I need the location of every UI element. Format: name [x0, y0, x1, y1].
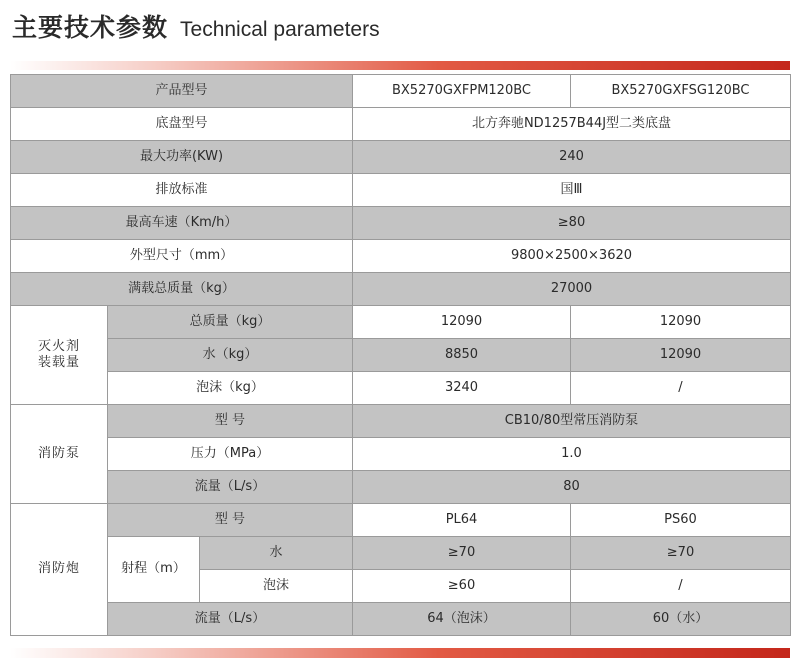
- table-row: [11, 75, 791, 108]
- agent-foam-label: 泡沫（kg）: [108, 372, 353, 405]
- cannon-range-foam-label: 泡沫: [200, 570, 353, 603]
- model-label: 产品型号: [11, 75, 353, 108]
- pump-flow-label: 流量（L/s）: [108, 471, 353, 504]
- table-row: [11, 504, 791, 537]
- emission-label: 排放标准: [11, 174, 353, 207]
- pump-model-label: 型 号: [108, 405, 353, 438]
- cannon-range-water-value-1: ≥70: [353, 537, 571, 570]
- table-row: [11, 240, 791, 273]
- table-row: [11, 108, 791, 141]
- agent-water-value-1: 8850: [353, 339, 571, 372]
- table-row: [11, 339, 791, 372]
- speed-value: ≥80: [353, 207, 791, 240]
- cannon-range-foam-value-2: /: [571, 570, 791, 603]
- agent-total-value-1: 12090: [353, 306, 571, 339]
- table-row: [11, 471, 791, 504]
- table-row: [11, 438, 791, 471]
- page-title: [12, 8, 380, 44]
- pump-flow-value: 80: [353, 471, 791, 504]
- total-mass-value: 27000: [353, 273, 791, 306]
- table-row: [11, 306, 791, 339]
- table-row: [11, 174, 791, 207]
- chassis-label: 底盘型号: [11, 108, 353, 141]
- agent-foam-value-1: 3240: [353, 372, 571, 405]
- power-value: 240: [353, 141, 791, 174]
- pump-pressure-value: 1.0: [353, 438, 791, 471]
- agent-total-value-2: 12090: [571, 306, 791, 339]
- model-value-2: BX5270GXFSG120BC: [571, 75, 791, 108]
- cannon-flow-value-2: 60（水）: [571, 603, 791, 636]
- top-accent-bar: [10, 61, 790, 70]
- table-row: [11, 537, 791, 570]
- pump-model-value: CB10/80型常压消防泵: [353, 405, 791, 438]
- cannon-model-label: 型 号: [108, 504, 353, 537]
- parameters-table: [10, 74, 791, 636]
- table-row: [11, 405, 791, 438]
- cannon-group-label: 消防炮: [11, 504, 108, 636]
- cannon-range-water-label: 水: [200, 537, 353, 570]
- emission-value: 国Ⅲ: [353, 174, 791, 207]
- table-row: [11, 603, 791, 636]
- title-chinese: 主要技术参数: [12, 13, 169, 42]
- speed-label: 最高车速（Km/h）: [11, 207, 353, 240]
- agent-water-value-2: 12090: [571, 339, 791, 372]
- table-row: [11, 372, 791, 405]
- table-row: [11, 273, 791, 306]
- agent-total-label: 总质量（kg）: [108, 306, 353, 339]
- agent-water-label: 水（kg）: [108, 339, 353, 372]
- total-mass-label: 满载总质量（kg）: [11, 273, 353, 306]
- cannon-flow-value-1: 64（泡沫）: [353, 603, 571, 636]
- cannon-range-foam-value-1: ≥60: [353, 570, 571, 603]
- dimensions-label: 外型尺寸（mm）: [11, 240, 353, 273]
- power-label: 最大功率(KW): [11, 141, 353, 174]
- cannon-model-value-2: PS60: [571, 504, 791, 537]
- cannon-flow-label: 流量（L/s）: [108, 603, 353, 636]
- dimensions-value: 9800×2500×3620: [353, 240, 791, 273]
- chassis-value: 北方奔驰ND1257B44J型二类底盘: [353, 108, 791, 141]
- cannon-range-water-value-2: ≥70: [571, 537, 791, 570]
- bottom-accent-bar: [10, 648, 790, 658]
- title-english: Technical parameters: [180, 18, 380, 41]
- model-value-1: BX5270GXFPM120BC: [353, 75, 571, 108]
- pump-pressure-label: 压力（MPa）: [108, 438, 353, 471]
- pump-group-label: 消防泵: [11, 405, 108, 504]
- cannon-range-label: 射程（m）: [108, 537, 200, 603]
- agent-group-label: 灭火剂 装载量: [11, 306, 108, 405]
- table-row: [11, 207, 791, 240]
- cannon-model-value-1: PL64: [353, 504, 571, 537]
- agent-foam-value-2: /: [571, 372, 791, 405]
- table-row: [11, 141, 791, 174]
